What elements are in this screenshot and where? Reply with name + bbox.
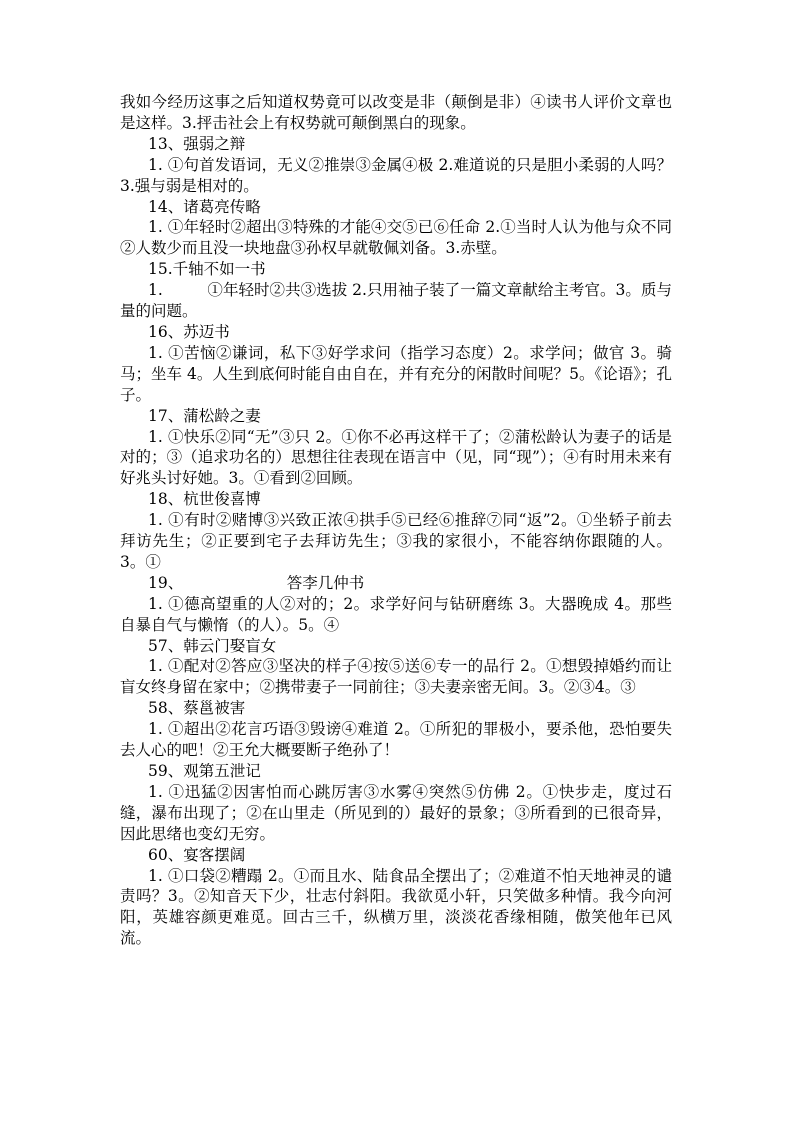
answer-paragraph-18: 1. ①有时②赌博③兴致正浓④拱手⑤已经⑥推辞⑦同“返”2。①坐轿子前去拜访先生；②正要到宅子去拜访先生；③我的家很小，不能容纳你跟随的人。3。① bbox=[120, 511, 672, 571]
section-heading-57: 57、韩云门娶盲女 bbox=[148, 636, 277, 655]
section-heading-16: 16、苏迈书 bbox=[148, 322, 230, 341]
answer-paragraph-16: 1. ①苦恼②谦词，私下③好学求问（指学习态度）2。求学问；做官 3。骑马；坐车 4。人生到底何时能自由自在，并有充分的闲散时间呢？5。《论语》；孔子。 bbox=[120, 343, 672, 404]
section-heading-59: 59、观第五泄记 bbox=[148, 762, 261, 780]
answer-paragraph-19: 1. ①德高望重的人②对的；2。求学好问与钻研磨练 3。大器晚成 4。那些自暴自气与懒惰（的人）。5。④ bbox=[120, 594, 672, 634]
answer-paragraph-17: 1. ①快乐②同“无”③只 2。①你不必再这样干了；②蒲松龄认为妻子的话是对的；③（追求功名的）思想往往表现在语言中（见，同“现”）；④有时用未来有好兆头讨好她。3。①看到②回顾。 bbox=[120, 427, 672, 488]
section-heading-58: 58、蔡邕被害 bbox=[148, 699, 246, 718]
answer-paragraph-57: 1. ①配对②答应③坚决的样子④按⑤送⑥专一的品行 2。①想毁掉婚约而让盲女终身留在家中；②携带妻子一同前往；③夫妻亲密无间。3。②③4。③ bbox=[120, 657, 672, 697]
section-heading-18: 18、杭世俊喜博 bbox=[148, 490, 261, 509]
answer-paragraph-15: 1. ①年轻时②共③选拔 2.只用袖子装了一篇文章献给主考官。3。质与量的问题。 bbox=[120, 281, 672, 321]
answer-paragraph-58: 1. ①超出②花言巧语③毁谤④难道 2。①所犯的罪极小，要杀他，恐怕要失去人心的吧！②王允大概要断子绝孙了！ bbox=[120, 720, 672, 760]
section-heading-15: 15.千轴不如一书 bbox=[148, 260, 266, 279]
section-heading-17: 17、蒲松龄之妻 bbox=[148, 406, 261, 425]
intro-paragraph: 我如今经历这事之后知道权势竟可以改变是非（颠倒是非）④读书人评价文章也是这样。3.抨击社会上有权势就可颠倒黑白的现象。 bbox=[120, 93, 672, 132]
section-heading-60: 60、宴客摆阔 bbox=[148, 845, 246, 864]
document-page bbox=[120, 92, 672, 949]
answer-paragraph-14: 1. ①年轻时②超出③特殊的才能④交⑤已⑥任命 2.①当时人认为他与众不同②人数少而且没一块地盘③孙权早就敬佩刘备。3.赤壁。 bbox=[120, 218, 672, 258]
section-heading-19: 19、 答李几仲书 bbox=[148, 573, 365, 592]
answer-paragraph-59: 1. ①迅猛②因害怕而心跳厉害③水雾④突然⑤仿佛 2。①快步走，度过石缝，瀑布出现了；②在山里走（所见到的）最好的景象；③所看到的已很奇异，因此思绪也变幻无穷。 bbox=[120, 782, 672, 843]
answer-paragraph-13: 1. ①句首发语词，无义②推崇③金属④极 2.难道说的只是胆小柔弱的人吗？3.强与弱是相对的。 bbox=[120, 155, 672, 195]
section-heading-14: 14、诸葛亮传略 bbox=[148, 197, 261, 216]
answer-paragraph-60: 1. ①口袋②糟蹋 2。①而且水、陆食品全摆出了；②难道不怕天地神灵的谴责吗？3。②知音天下少，壮志付斜阳。我欲觅小轩，只笑做多种情。我今向河阳，英雄容颜更难觅。回古三千，纵横万里，淡淡花香缘相随，傲笑他年已风流。 bbox=[120, 866, 672, 948]
section-heading-13: 13、强弱之辩 bbox=[148, 134, 246, 153]
